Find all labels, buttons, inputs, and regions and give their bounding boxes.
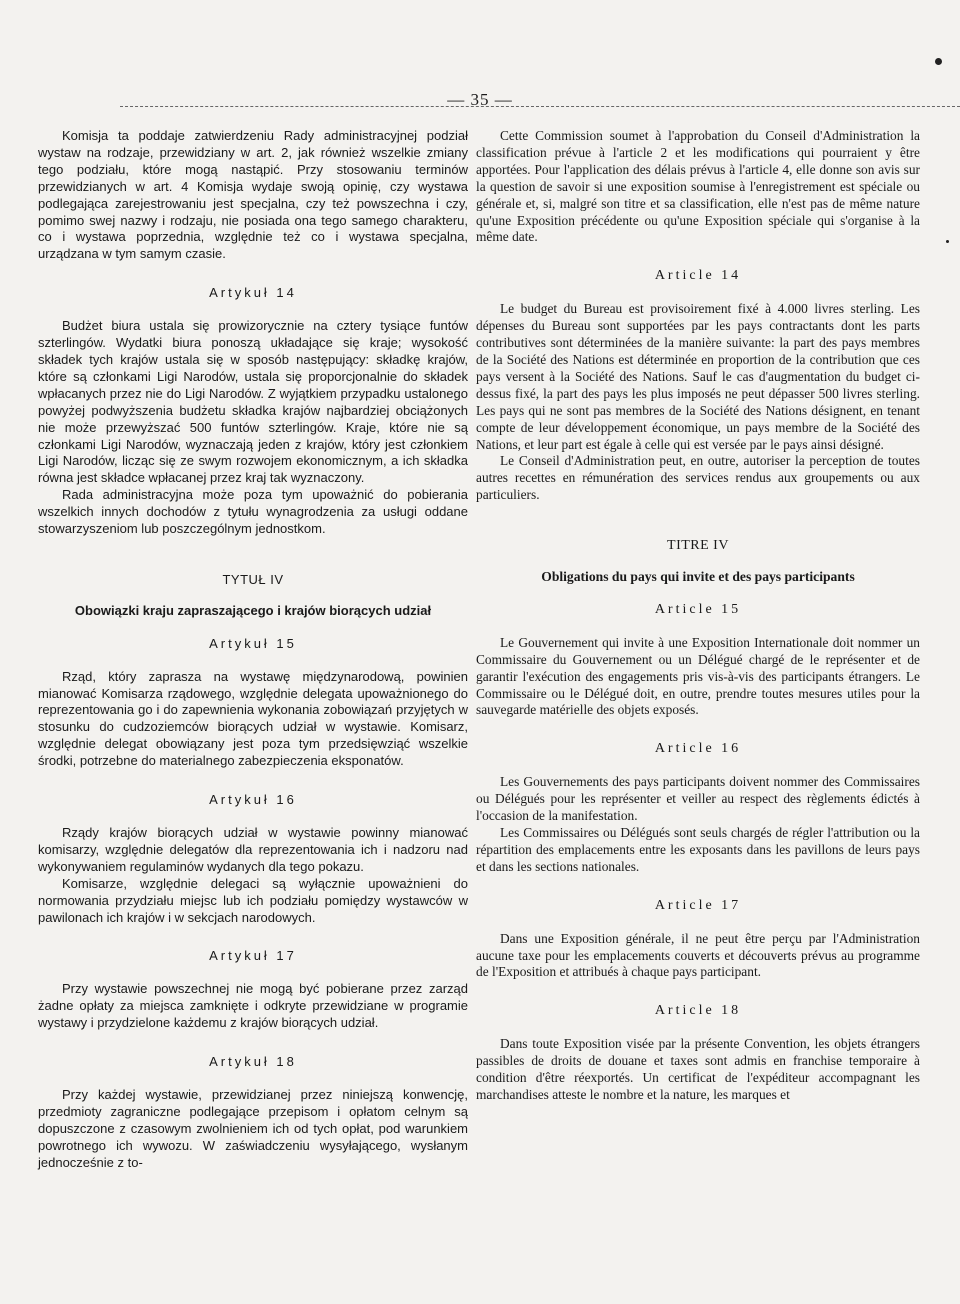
article-14-paragraph: Budżet biura ustala się prowizorycznie na cztery tysiące funtów szterlingów. Wydatki biura ponoszą układające się kraje; wysokość składek tych krajów ustala się w sposób następujący: składkę krajów, które są członkami Ligi Narodów, ustala się proporcjonalnie do składek wpłacanych przez nie do Ligi Narodów. Z wyjątkiem przypadku ustalonego powyżej podwyższenia budżetu składka krajów najbardziej obciążonych nie może przewyższać 500 funtów szterlingów. Kraje, które nie są członkami Ligi Narodów, wyznaczają jeden z krajów, który jest członkiem Ligi Narodów, licząc się ze swym rozwojem ekonomicznym, a ich składka równa jest składce wpłacanej przez kraj tak wyznaczony.: [38, 318, 468, 486]
article-14-paragraph: Rada administracyjna może poza tym upoważnić do pobierania wszelkich innych dochodów z tytułu wynagrodzenia za usługi oddane stowarzyszeniom lub poszczególnym jednostkom.: [38, 487, 468, 537]
article-17-heading: Article 17: [654, 897, 742, 913]
article-13-text: Cette Commission soumet à l'approbation du Conseil d'Administration la classification prévue à l'article 2 et les modifications qui pourraient y être apportées. Pour l'application des délais prévus à l'article 4, elle donne son avis sur la question de savoir si une exposition soumise à l'enregistrement est spéciale ou générale et, si, malgré son titre et sa classification, elle n'est pas de même nature qu'une Exposition précédente ou qu'une Exposition spéciale qui s'organise à la même date.: [476, 128, 920, 245]
article-16-paragraph: Les Gouvernements des pays participants doivent nommer des Commissaires ou Délégués pour les représenter et veiller au respect des règlements édictés à l'occasion de la manifestation.: [476, 774, 920, 824]
article-15-paragraph: Le Gouvernement qui invite à une Exposition Internationale doit nommer un Commissaire du Gouvernement ou un Délégué chargé de le représenter et de garantir l'exécution des engagements pris vis-à-vis des participants étrangers. Le Commissaire ou le Délégué doit, en outre, prendre toutes mesures utiles pour la sauvegarde matérielle des objets exposés.: [476, 634, 920, 718]
article-15-paragraph: Rząd, który zaprasza na wystawę międzynarodową, powinien mianować Komisarza rządowego, względnie delegata upoważnionego do reprezentowania go i do zapewnienia wykonania zobowiązań przyjętych w stosunku do cudzoziemców biorących udział w wystawie. Komisarz, względnie delegat obowiązany jest poza tym przedsięwziąć wszelkie środki, potrzebne do materialnego zabezpieczenia eksponatów.: [38, 668, 468, 769]
article-18-heading: Artykuł 18: [209, 1054, 297, 1070]
article-17-paragraph: Przy wystawie powszechnej nie mogą być pobierane przez zarząd żadne opłaty za miejsca zamknięte i odkryte przewidziane w programie wystawy i przydzielone każdemu z krajów biorących udział.: [38, 981, 468, 1031]
article-14-heading: Article 14: [654, 268, 742, 284]
title-iv-subtitle: Obligations du pays qui invite et des pays participants: [541, 569, 855, 585]
article-16-paragraph: Les Commissaires ou Délégués sont seuls chargés de régler l'attribution ou la répartition des emplacements entre les exposants dans les pavillons de leurs pays et dans les sections nationales.: [476, 825, 920, 874]
article-16-heading: Article 16: [654, 741, 742, 757]
polish-column: [38, 128, 468, 1172]
article-15-heading: Article 15: [654, 601, 742, 617]
article-16-heading: Artykuł 16: [209, 792, 297, 808]
article-17-paragraph: Dans une Exposition générale, il ne peut être perçu par l'Administration aucune taxe pour les emplacements couverts et découverts prévus au programme de l'Exposition et attribués à chaque pays participant.: [476, 930, 920, 980]
article-14-paragraph: Le budget du Bureau est provisoirement fixé à 4.000 livres sterling. Les dépenses du Bureau sont supportées par les pays contractants dont les parts contributives sont déterminées de la manière suivante: la part des pays membres de la Société des Nations est déterminée en proportion de la contribution que ces pays versent à la Société des Nations. Sauf le cas d'augmentation du budget ci-dessus fixé, la part des pays les plus imposés ne peut dépasser 500 livres sterling. Les pays qui ne sont pas membres de la Société des Nations désignent, en tenant compte de leur développement économique, un pays membre de la Société des Nations, et leur part est égale à celle qui est versée par le pays ainsi désigné.: [476, 301, 920, 452]
title-iv: TITRE IV: [667, 538, 729, 554]
title-iv-subtitle: Obowiązki kraju zapraszającego i krajów biorących udział: [74, 602, 432, 618]
article-14-paragraph: Le Conseil d'Administration peut, en outre, autoriser la perception de toutes autres recettes en rémunération des services rendus aux groupements ou aux particuliers.: [476, 453, 920, 503]
scan-speck: [935, 58, 942, 65]
article-17-heading: Artykuł 17: [209, 948, 297, 964]
article-15-heading: Artykuł 15: [209, 635, 297, 651]
article-18-paragraph: Dans toute Exposition visée par la présente Convention, les objets étrangers passibles de droits de douane et taxes sont admis en franchise temporaire à condition d'être réexportés. Un certificat de l'expéditeur accompagnant les marchandises atteste le nombre et la nature, les marques et: [476, 1036, 920, 1102]
header-rule: [120, 106, 960, 107]
article-14-heading: Artykuł 14: [209, 285, 297, 301]
article-13-text: Komisja ta poddaje zatwierdzeniu Rady administracyjnej podział wystaw na rodzaje, przewidziany w art. 2, jak również wszelkie zmiany tego podziału, które mogą nastąpić. Przy stosowaniu terminów przewidzianych w art. 4 Komisja wydaje swoją opinię, czy wystawa podlegająca zarejestrowaniu jest specjalna, czy też powszechna i czy, pomimo swej nazwy i rodzaju, nie posiada ona tego samego charakteru, co i wystawa poprzednia, względnie też co i wystawa specjalna, urządzana w tym samym czasie.: [38, 128, 468, 262]
scan-speck: [946, 240, 949, 243]
article-16-paragraph: Komisarze, względnie delegaci są wyłącznie upoważnieni do normowania przydziału miejsc lub ich podziału pomiędzy wystawców w pawilonach ich krajów i w sekcjach narodowych.: [38, 875, 468, 925]
article-18-heading: Article 18: [654, 1003, 742, 1019]
title-iv: TYTUŁ IV: [222, 571, 284, 587]
page-number: — 35 —: [447, 90, 513, 109]
article-18-paragraph: Przy każdej wystawie, przewidzianej przez niniejszą konwencję, przedmioty zagraniczne podlegające przepisom i opłatom celnym są dopuszczone z czasowym zwolnieniem ich od tych opłat, pod warunkiem powrotnego ich wywozu. W zaświadczeniu wysyłającego, wysłanym jednocześnie z to-: [38, 1086, 468, 1170]
french-column: [476, 128, 920, 1104]
article-16-paragraph: Rządy krajów biorących udział w wystawie powinny mianować komisarzy, względnie delegatów dla reprezentowania ich i nadzoru nad wykonywaniem regulaminów wydanych dla tego pokazu.: [38, 825, 468, 874]
